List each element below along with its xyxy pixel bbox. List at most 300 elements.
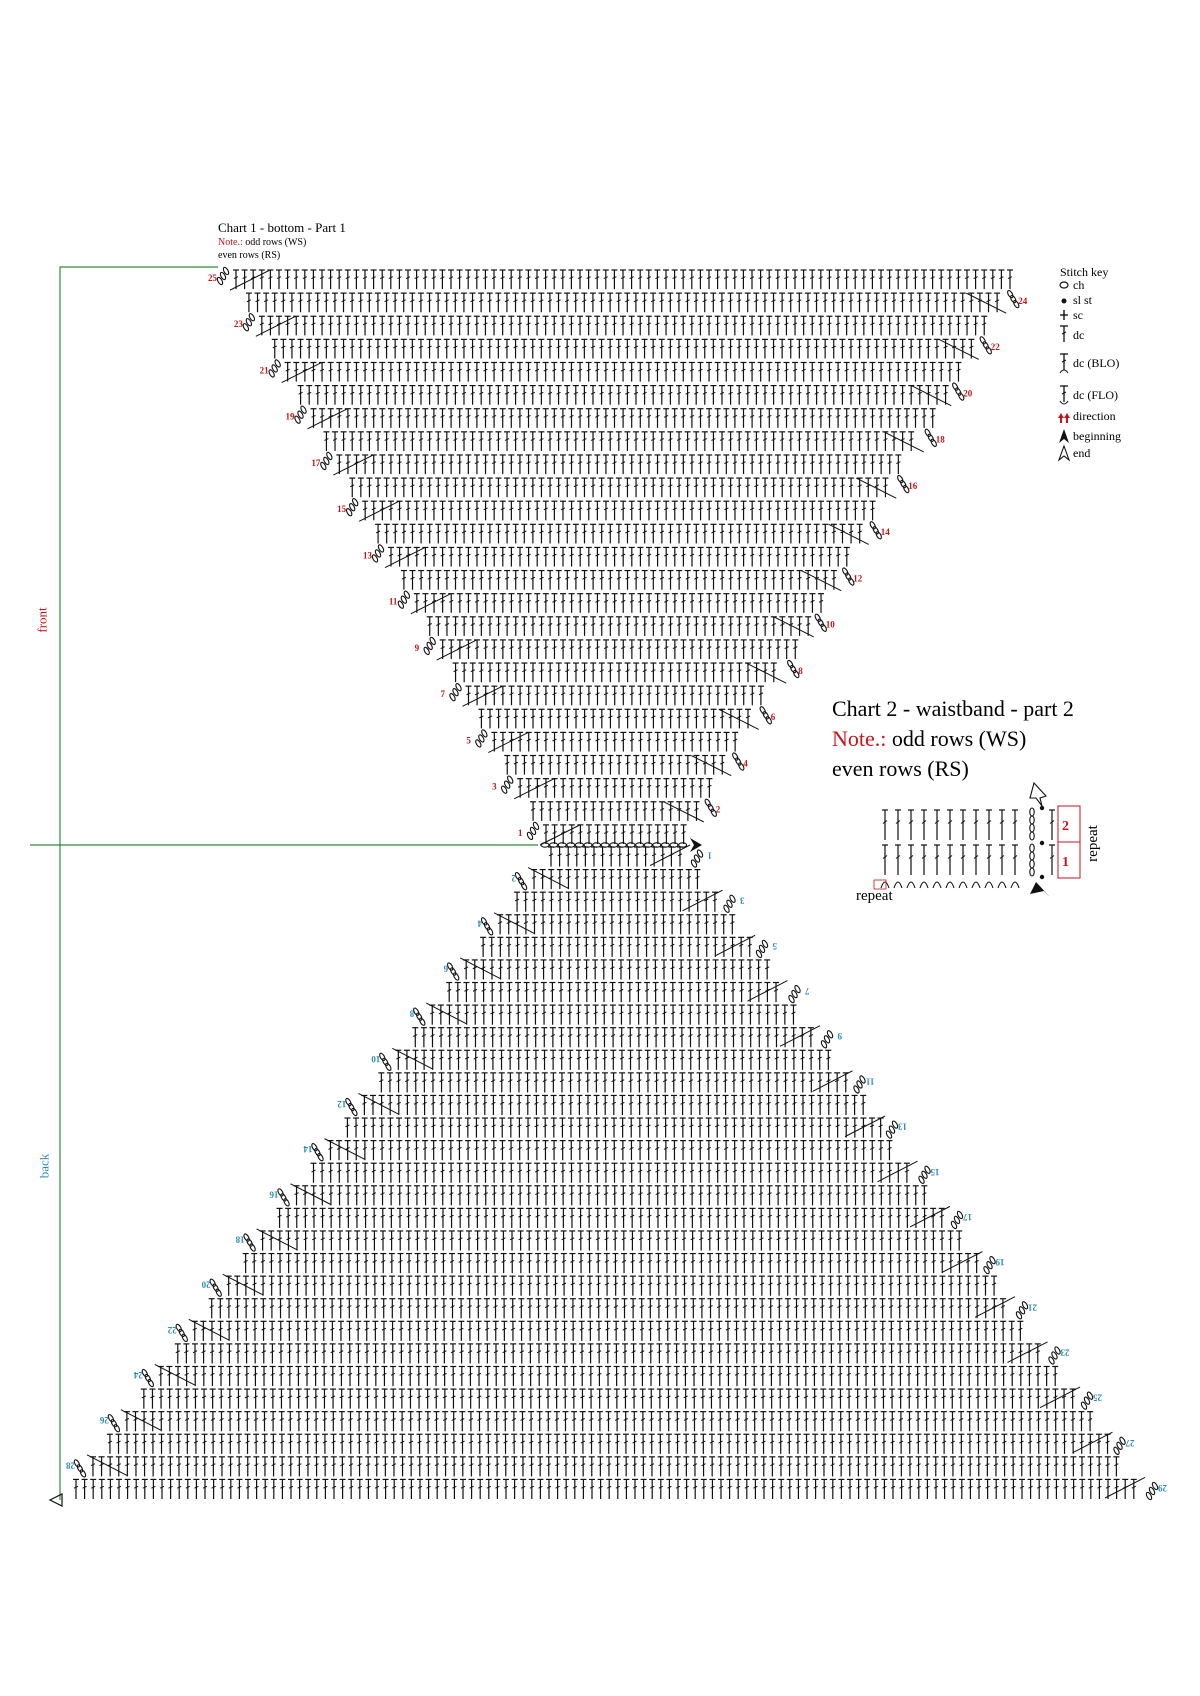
dc-stitch [601,960,607,980]
dc-stitch [590,802,596,821]
dc-stitch [251,1276,257,1296]
dc-stitch [506,937,512,957]
dc-stitch [847,1457,853,1477]
dc-stitch [672,640,678,659]
dc-stitch [461,339,467,358]
dc-stitch [467,1344,473,1364]
dc-stitch [775,640,781,659]
dc-stitch [695,960,701,980]
dc-stitch [414,1186,420,1206]
dc-stitch [852,1141,858,1161]
dc-stitch [150,1457,156,1477]
dc-stitch [771,386,777,405]
dc-stitch [592,983,598,1003]
dc-stitch [674,1412,680,1432]
dc-stitch [689,409,695,428]
dc-stitch [650,432,656,451]
dc-stitch [435,478,441,497]
dc-stitch [327,1141,333,1161]
dc-stitch [362,316,368,335]
ch-stitch [891,1120,898,1129]
front-back-guide [60,267,218,1500]
dc-stitch [534,1186,540,1206]
dc-stitch [243,1254,249,1274]
dc-stitch [620,362,626,381]
dc-stitch [569,1208,575,1228]
dc-stitch [650,293,656,312]
dc-stitch [379,1163,385,1183]
dc-stitch [625,617,631,636]
dc-stitch [422,1163,428,1183]
dc-stitch [578,1208,584,1228]
dc-stitch [881,1457,887,1477]
dc-stitch [907,1434,913,1454]
dc-stitch [771,663,777,682]
dc-stitch [618,983,624,1003]
dc-stitch [830,1457,836,1477]
dc-stitch [930,409,936,428]
dc-stitch [1079,1457,1085,1477]
dc-stitch [361,1095,367,1115]
dc-stitch [159,1434,165,1454]
dc-stitch [947,810,953,840]
dc-stitch [678,937,684,957]
dc-stitch [827,547,833,566]
dc-stitch [371,270,377,289]
dc-stitch [703,892,709,912]
dc-stitch [535,1276,541,1296]
ch-stitch [726,899,733,908]
dc-stitch [478,617,484,636]
dc-stitch [697,1095,703,1115]
dc-stitch [397,1186,403,1206]
dc-stitch [917,339,923,358]
dc-stitch [689,362,695,381]
dc-stitch [293,362,299,381]
dc-stitch [568,1073,574,1093]
dc-stitch [796,524,802,543]
dc-stitch [630,1321,636,1341]
dc-stitch [375,339,381,358]
dc-stitch [416,1344,422,1364]
dc-stitch [983,1299,989,1319]
dc-stitch [633,386,639,405]
dc-stitch [621,1231,627,1251]
dc-stitch [719,339,725,358]
dc-stitch [320,1208,326,1228]
dc-stitch [672,732,678,751]
dc-stitch [494,1412,500,1432]
dc-stitch [950,1479,956,1499]
dc-stitch [835,1118,841,1138]
dc-stitch [792,270,798,289]
dc-stitch [357,1457,363,1477]
dc-stitch [511,1412,517,1432]
dc-stitch [717,1366,723,1386]
dc-stitch [648,1412,654,1432]
dc-stitch [750,1231,756,1251]
ch-stitch [294,415,301,424]
ch-stitch [403,590,410,599]
dc-stitch [637,316,643,335]
dc-stitch [873,1479,879,1499]
dc-stitch [521,571,527,590]
dc-stitch [379,270,385,289]
dc-stitch [1010,1457,1016,1477]
dc-stitch [496,571,502,590]
dc-stitch [845,1299,851,1319]
dc-stitch [607,386,613,405]
dc-stitch [848,432,854,451]
dc-stitch [519,1321,525,1341]
dc-stitch [362,1118,368,1138]
dc-stitch [547,756,553,775]
dc-stitch [973,316,979,335]
dc-stitch [863,1412,869,1432]
dc-stitch [228,1457,234,1477]
dc-stitch [425,1434,431,1454]
dc-stitch [646,547,652,566]
dc-stitch [857,293,863,312]
front-row [415,636,799,660]
dc-stitch [865,339,871,358]
dc-stitch [379,409,385,428]
dc-stitch [846,1366,852,1386]
dc-stitch [814,478,820,497]
dc-stitch [736,571,742,590]
dc-stitch [1010,1434,1016,1454]
dc-stitch [517,1163,523,1183]
dc-stitch [822,293,828,312]
dc-stitch [476,1321,482,1341]
dc-stitch [680,547,686,566]
chart2-row-number: 2 [1062,819,1069,834]
dc-stitch [628,1141,634,1161]
dc-stitch [513,339,519,358]
dc-stitch [288,1434,294,1454]
chart1-note-label: Note.: [218,237,243,248]
dc-stitch [348,1479,354,1499]
dc-stitch [545,1389,551,1409]
dc-stitch [957,1276,963,1296]
dc-stitch [321,1299,327,1319]
dc-stitch [588,1412,594,1432]
dc-stitch [679,1050,685,1070]
dc-stitch [418,524,424,543]
dc-stitch [657,1366,663,1386]
dc-stitch [765,1028,771,1048]
dc-stitch [286,1299,292,1319]
dc-stitch [580,1434,586,1454]
dc-stitch [753,386,759,405]
dc-stitch [762,478,768,497]
dc-stitch [734,1366,740,1386]
dc-stitch [709,1412,715,1432]
dc-stitch [655,455,661,474]
dc-stitch [116,1479,122,1499]
dc-stitch [752,1457,758,1477]
dc-stitch [590,386,596,405]
dc-stitch [698,779,704,798]
dc-stitch [680,270,686,289]
dc-stitch [714,1050,720,1070]
dc-stitch [626,915,632,935]
dc-stitch [764,960,770,980]
dc-stitch [749,270,755,289]
dc-stitch [675,1479,681,1499]
dc-stitch [655,594,661,613]
dc-stitch [643,847,649,867]
dc-stitch [638,779,644,798]
dc-stitch [588,1366,594,1386]
dc-stitch [116,1457,122,1477]
dc-stitch [210,1457,216,1477]
dc-stitch [594,409,600,428]
dc-stitch [543,455,549,474]
dc-stitch [427,432,433,451]
dc-stitch [710,524,716,543]
dc-stitch [493,1321,499,1341]
dc-stitch [732,362,738,381]
dc-stitch [753,432,759,451]
dc-stitch [730,960,736,980]
ch-stitch [300,405,307,414]
dc-stitch [818,501,824,520]
dc-stitch [431,409,437,428]
dc-stitch [606,1434,612,1454]
dc-stitch [654,316,660,335]
dc-stitch [228,1479,234,1499]
dc-stitch [689,1141,695,1161]
dc-stitch [749,547,755,566]
dc-stitch [442,1389,448,1409]
dc-stitch [758,362,764,381]
dc-stitch [484,1299,490,1319]
dc-stitch [447,1050,453,1070]
dc-stitch [603,1163,609,1183]
dc-stitch [955,270,961,289]
dc-stitch [440,455,446,474]
dc-stitch [741,547,747,566]
dc-stitch [193,1434,199,1454]
dc-stitch [904,362,910,381]
dc-stitch [448,1141,454,1161]
dc-stitch [659,386,665,405]
dc-stitch [320,1254,326,1274]
dc-stitch [792,362,798,381]
dc-stitch [302,1208,308,1228]
dc-stitch [921,362,927,381]
back-row-number: 11 [865,1076,875,1087]
dc-stitch [715,594,721,613]
dc-stitch [721,960,727,980]
dc-stitch [517,455,523,474]
dc-stitch [566,915,572,935]
dc-stitch [811,1321,817,1341]
dc-stitch [513,432,519,451]
dc-stitch [646,1208,652,1228]
dc-stitch [629,686,635,705]
dc-stitch [448,501,454,520]
dc-stitch [618,1005,624,1025]
dc-stitch [416,1389,422,1409]
dc-stitch [577,732,583,751]
dc-stitch [332,293,338,312]
front-row [441,683,764,707]
dc-stitch [611,1141,617,1161]
dc-stitch [348,1434,354,1454]
dc-stitch [735,1457,741,1477]
dc-stitch [774,1073,780,1093]
dc-stitch [775,270,781,289]
dc-stitch [669,937,675,957]
dc-stitch [717,1412,723,1432]
dc-stitch [586,501,592,520]
dc-stitch [560,732,566,751]
dc-stitch [891,293,897,312]
dc-stitch [741,594,747,613]
dc-stitch [795,1412,801,1432]
dc-stitch [664,1254,670,1274]
dc-stitch [707,1254,713,1274]
dc-stitch [597,1434,603,1454]
ch-stitch [541,843,549,847]
dc-stitch [826,1141,832,1161]
dc-stitch [511,1434,517,1454]
dc-stitch [515,1028,521,1048]
dc-stitch [150,1434,156,1454]
dc-stitch [801,362,807,381]
dc-stitch [427,617,433,636]
dc-stitch [724,1231,730,1251]
dc-stitch [176,1434,182,1454]
dc-stitch [725,1299,731,1319]
dc-stitch [728,571,734,590]
dc-stitch [595,1276,601,1296]
dc-stitch [487,571,493,590]
dc-stitch [741,1208,747,1228]
dc-stitch [888,1299,894,1319]
dc-stitch [878,270,884,289]
dc-stitch [784,640,790,659]
dc-stitch [448,455,454,474]
sl-st-stitch [1040,806,1044,810]
dc-stitch [620,825,626,844]
dc-stitch [611,316,617,335]
dc-stitch [663,732,669,751]
dc-stitch [600,892,606,912]
dc-stitch [560,455,566,474]
dc-stitch [546,1457,552,1477]
dc-stitch [887,1186,893,1206]
dc-stitch [680,1118,686,1138]
dc-stitch [713,960,719,980]
dc-stitch [582,847,588,867]
dc-stitch [590,571,596,590]
dc-stitch [235,1344,241,1364]
dc-stitch [532,960,538,980]
dc-stitch [341,386,347,405]
dc-stitch [371,316,377,335]
dc-stitch [640,1457,646,1477]
front-row-number: 19 [285,411,295,422]
dc-stitch [363,1208,369,1228]
dc-stitch [602,1095,608,1115]
dc-stitch [482,362,488,381]
dc-stitch [364,1366,370,1386]
dc-stitch [431,316,437,335]
dc-stitch [552,1254,558,1274]
dc-stitch [474,1208,480,1228]
dc-stitch [594,1163,600,1183]
dc-stitch [756,1005,762,1025]
dc-stitch [435,432,441,451]
dc-stitch [923,1366,929,1386]
dc-stitch [689,547,695,566]
dc-stitch [354,1208,360,1228]
dc-stitch [779,293,785,312]
dc-stitch [534,270,540,289]
dc-stitch [661,983,667,1003]
dc-stitch [957,1299,963,1319]
dc-stitch [836,1208,842,1228]
dc-stitch [236,1434,242,1454]
dc-stitch [556,802,562,821]
dc-stitch [633,339,639,358]
ch-stitch [1030,844,1034,852]
dc-stitch [869,1141,875,1161]
dc-stitch [663,1141,669,1161]
dc-stitch [625,802,631,821]
dc-stitch [856,1479,862,1499]
dc-stitch [517,362,523,381]
dc-stitch [595,1231,601,1251]
dc-stitch [791,1095,797,1115]
back-row [73,1477,1167,1500]
dc-stitch [328,1163,334,1183]
dc-stitch [508,316,514,335]
dc-stitch [577,547,583,566]
ch-stitch [985,882,993,888]
dc-stitch [715,640,721,659]
dc-stitch [663,409,669,428]
dc-stitch [499,1073,505,1093]
front-row [401,567,863,591]
dc-stitch [586,1208,592,1228]
dc-stitch [676,478,682,497]
dc-stitch [304,1389,310,1409]
dc-stitch [398,1344,404,1364]
dc-stitch [747,1005,753,1025]
dc-stitch [478,478,484,497]
dc-stitch [786,1389,792,1409]
dc-stitch [1036,1479,1042,1499]
dc-stitch [706,1118,712,1138]
dc-stitch [577,594,583,613]
dc-stitch [158,1389,164,1409]
dc-stitch [620,1163,626,1183]
dc-stitch [277,1254,283,1274]
dc-stitch [551,409,557,428]
dc-stitch [648,1321,654,1341]
front-row-number: 6 [770,712,776,723]
ch-stitch [693,854,700,863]
ch-stitch [1030,816,1034,824]
dc-stitch [818,547,824,566]
dc-stitch [791,1028,797,1048]
dc-stitch [513,571,519,590]
dc-stitch [767,1276,773,1296]
